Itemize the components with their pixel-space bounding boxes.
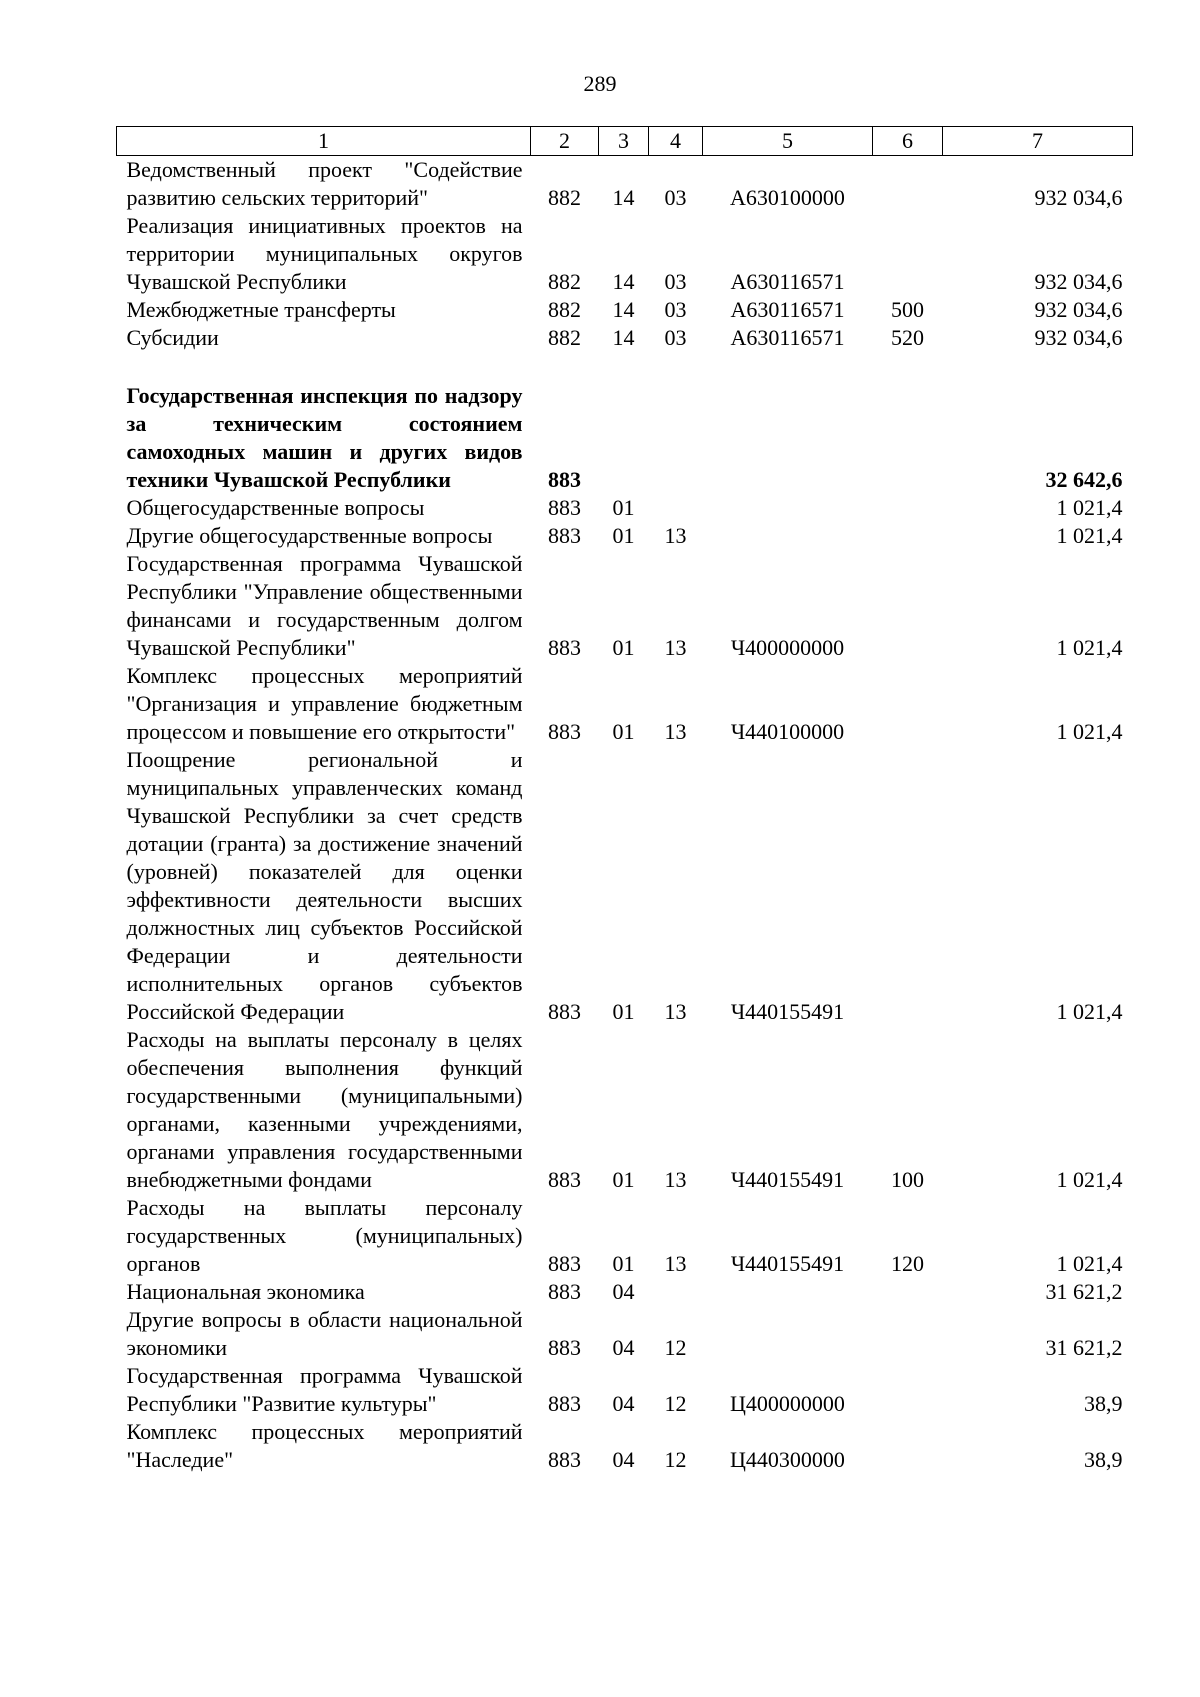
cell-ministry-code: 882 [548, 269, 581, 294]
cell-name: Государственная инспекция по надзору за техническим состоянием самоходных машин и других видов техники Чувашской Республики [126, 383, 523, 492]
table-row [117, 1026, 1133, 1194]
cell-expense-type [873, 212, 943, 296]
cell-amount: 38,9 [1084, 1391, 1123, 1416]
cell-name: Общегосударственные вопросы [126, 495, 425, 520]
cell-subsection [649, 494, 703, 522]
cell-amount: 38,9 [1084, 1447, 1123, 1472]
cell-subsection: 03 [664, 269, 687, 294]
cell-amount: 1 021,4 [1056, 1167, 1123, 1192]
cell-section [599, 382, 649, 494]
cell-ministry-code: 883 [548, 1335, 581, 1360]
cell-name: Комплекс процессных мероприятий "Организация и управление бюджетным процессом и повышение его открытости" [126, 663, 523, 744]
cell-name: Реализация инициативных проектов на территории муниципальных округов Чувашской Республики [126, 213, 523, 294]
table-row [117, 746, 1133, 1026]
cell-expense-type: 500 [891, 297, 924, 322]
budget-table [116, 126, 1133, 1474]
cell-target-article: А630100000 [730, 185, 845, 210]
cell-amount: 1 021,4 [1056, 1251, 1123, 1276]
cell-ministry-code: 883 [548, 467, 581, 492]
cell-ministry-code: 882 [548, 325, 581, 350]
cell-target-article [703, 1278, 873, 1306]
cell-amount: 932 034,6 [1034, 325, 1123, 350]
table-row [117, 212, 1133, 296]
cell-section: 01 [612, 523, 635, 548]
cell-section: 01 [612, 1167, 635, 1192]
table-row [117, 1418, 1133, 1474]
cell-expense-type [873, 1418, 943, 1474]
cell-name: Комплекс процессных мероприятий "Наследие" [126, 1419, 523, 1472]
cell-expense-type [873, 1278, 943, 1306]
table-body [117, 156, 1133, 1475]
table-header [117, 127, 1133, 156]
cell-expense-type [873, 550, 943, 662]
cell-name: Поощрение региональной и муниципальных управленческих команд Чувашской Республики за счет средств дотации (гранта) за достижение значений (уровней) показателей для оценки эффективности деятельности высших должностных лиц субъектов Российской Федерации и деятельности исполнительных органов субъектов Российской Федерации [126, 747, 523, 1024]
cell-name: Ведомственный проект "Содействие развитию сельских территорий" [126, 157, 523, 210]
header-col-3: 3 [599, 127, 649, 156]
cell-ministry-code: 883 [548, 1251, 581, 1276]
cell-section: 01 [612, 635, 635, 660]
table-row [117, 382, 1133, 494]
cell-amount: 1 021,4 [1056, 999, 1123, 1024]
cell-section: 14 [612, 269, 635, 294]
cell-section: 01 [612, 719, 635, 744]
cell-section: 14 [612, 185, 635, 210]
cell-ministry-code: 883 [548, 635, 581, 660]
cell-subsection: 13 [664, 719, 687, 744]
header-row [117, 127, 1133, 156]
table-row [117, 522, 1133, 550]
cell-expense-type [873, 494, 943, 522]
cell-amount: 932 034,6 [1034, 269, 1123, 294]
cell-name: Государственная программа Чувашской Республики "Управление общественными финансами и государственным долгом Чувашской Республики" [126, 551, 523, 660]
cell-target-article: Ч440155491 [730, 999, 845, 1024]
cell-target-article: Ц440300000 [730, 1447, 845, 1472]
cell-target-article [703, 494, 873, 522]
cell-section: 04 [612, 1391, 635, 1416]
cell-target-article: А630116571 [730, 297, 845, 322]
cell-subsection: 03 [664, 297, 687, 322]
cell-name: Субсидии [126, 325, 219, 350]
cell-expense-type [873, 662, 943, 746]
cell-section: 01 [612, 999, 635, 1024]
cell-expense-type [873, 156, 943, 213]
cell-target-article [703, 1306, 873, 1362]
spacer-cell [117, 352, 1133, 382]
cell-amount: 1 021,4 [1056, 719, 1123, 744]
cell-name: Другие вопросы в области национальной экономики [126, 1307, 523, 1360]
table-row [117, 662, 1133, 746]
cell-amount: 932 034,6 [1034, 185, 1123, 210]
table-row [117, 1362, 1133, 1418]
cell-name: Государственная программа Чувашской Республики "Развитие культуры" [126, 1363, 523, 1416]
page-number: 289 [583, 71, 617, 96]
cell-target-article: Ц400000000 [730, 1391, 845, 1416]
cell-name: Межбюджетные трансферты [126, 297, 396, 322]
cell-ministry-code: 882 [548, 297, 581, 322]
cell-target-article: А630116571 [730, 269, 845, 294]
cell-name: Расходы на выплаты персоналу в целях обеспечения выполнения функций государственными (муниципальными) органами, казенными учреждениями, органами управления государственными внебюджетными фондами [126, 1027, 523, 1192]
cell-subsection: 13 [664, 999, 687, 1024]
cell-ministry-code: 883 [548, 719, 581, 744]
cell-ministry-code: 883 [548, 523, 581, 548]
cell-expense-type [873, 522, 943, 550]
cell-expense-type [873, 746, 943, 1026]
cell-name: Национальная экономика [126, 1279, 365, 1304]
cell-subsection: 12 [664, 1447, 687, 1472]
cell-section: 04 [612, 1335, 635, 1360]
header-col-7: 7 [943, 127, 1133, 156]
table-row [117, 550, 1133, 662]
cell-ministry-code: 883 [548, 1167, 581, 1192]
cell-section: 04 [612, 1447, 635, 1472]
cell-subsection: 12 [664, 1335, 687, 1360]
cell-amount: 1 021,4 [1056, 523, 1123, 548]
cell-amount: 932 034,6 [1034, 297, 1123, 322]
cell-subsection: 03 [664, 185, 687, 210]
cell-name: Другие общегосударственные вопросы [126, 523, 493, 548]
cell-expense-type [873, 382, 943, 494]
cell-target-article: Ч440155491 [730, 1251, 845, 1276]
cell-expense-type: 520 [891, 325, 924, 350]
cell-ministry-code: 883 [548, 1391, 581, 1416]
cell-ministry-code: 883 [548, 495, 581, 520]
header-col-1: 1 [117, 127, 531, 156]
cell-section: 04 [612, 1279, 635, 1304]
cell-ministry-code: 882 [548, 185, 581, 210]
cell-subsection: 13 [664, 1251, 687, 1276]
table-row [117, 1306, 1133, 1362]
spacer-row [117, 352, 1133, 382]
header-col-5: 5 [703, 127, 873, 156]
cell-expense-type: 120 [891, 1251, 924, 1276]
cell-ministry-code: 883 [548, 1447, 581, 1472]
cell-subsection: 03 [664, 325, 687, 350]
cell-section: 01 [612, 1251, 635, 1276]
cell-amount: 31 621,2 [1045, 1279, 1123, 1304]
cell-subsection [649, 1278, 703, 1306]
cell-amount: 32 642,6 [1045, 467, 1123, 492]
header-col-2: 2 [531, 127, 599, 156]
cell-amount: 1 021,4 [1056, 495, 1123, 520]
table-row [117, 1278, 1133, 1306]
table-row [117, 156, 1133, 213]
table-row [117, 296, 1133, 324]
cell-name: Расходы на выплаты персоналу государственных (муниципальных) органов [126, 1195, 523, 1276]
cell-target-article: Ч440100000 [730, 719, 845, 744]
cell-subsection [649, 382, 703, 494]
cell-subsection: 13 [664, 635, 687, 660]
cell-expense-type: 100 [891, 1167, 924, 1192]
cell-subsection: 12 [664, 1391, 687, 1416]
table-row [117, 1194, 1133, 1278]
cell-target-article: А630116571 [730, 325, 845, 350]
header-col-6: 6 [873, 127, 943, 156]
cell-amount: 1 021,4 [1056, 635, 1123, 660]
cell-expense-type [873, 1306, 943, 1362]
cell-section: 01 [612, 495, 635, 520]
cell-section: 14 [612, 297, 635, 322]
cell-ministry-code: 883 [548, 1279, 581, 1304]
table-row [117, 324, 1133, 352]
cell-subsection: 13 [664, 1167, 687, 1192]
cell-expense-type [873, 1362, 943, 1418]
header-col-4: 4 [649, 127, 703, 156]
table-row [117, 494, 1133, 522]
cell-target-article [703, 382, 873, 494]
cell-target-article: Ч400000000 [730, 635, 845, 660]
cell-section: 14 [612, 325, 635, 350]
cell-target-article: Ч440155491 [730, 1167, 845, 1192]
cell-amount: 31 621,2 [1045, 1335, 1123, 1360]
cell-subsection: 13 [664, 523, 687, 548]
cell-target-article [703, 522, 873, 550]
cell-ministry-code: 883 [548, 999, 581, 1024]
